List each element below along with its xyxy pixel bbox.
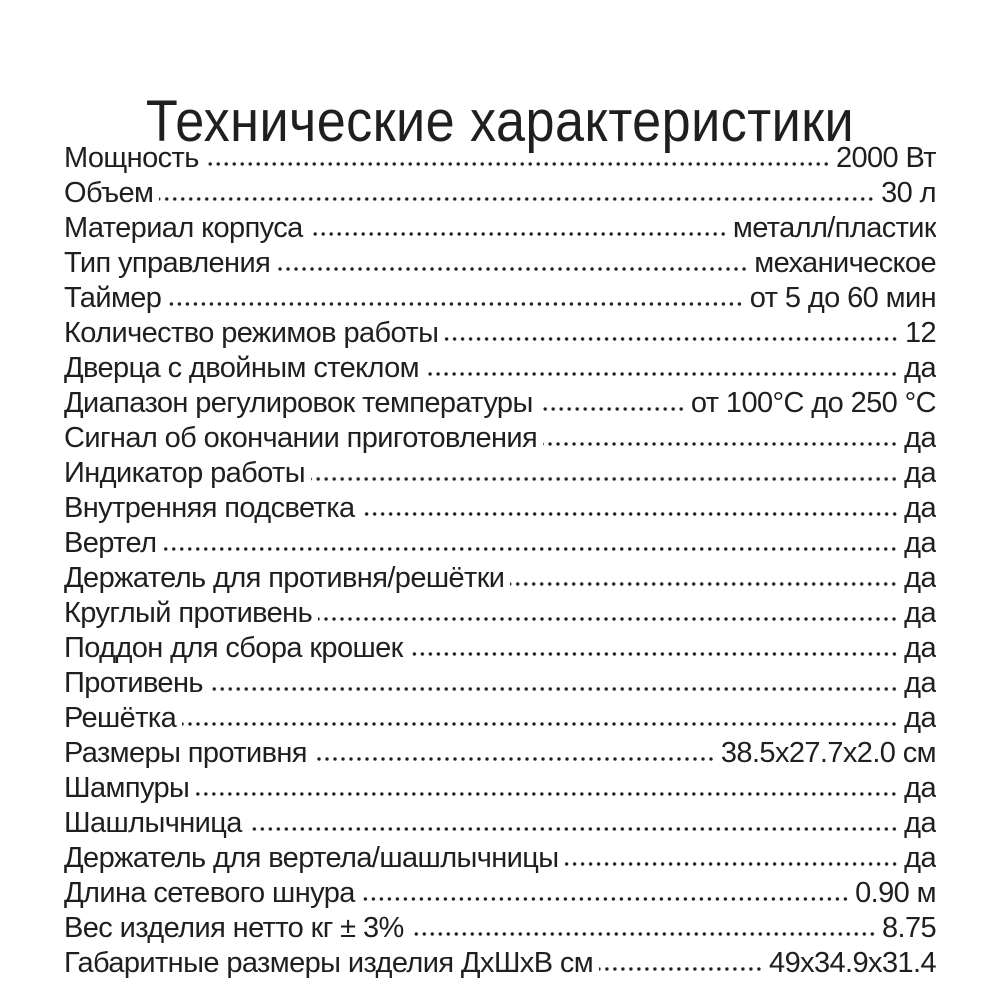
spec-value: 30 л bbox=[881, 177, 936, 209]
page-title: Технические характеристики bbox=[145, 88, 855, 154]
dot-leader bbox=[182, 721, 898, 727]
spec-value: да bbox=[904, 352, 936, 384]
dot-leader bbox=[209, 686, 898, 692]
spec-row bbox=[64, 806, 936, 841]
spec-label: Индикатор работы bbox=[64, 457, 305, 489]
dot-leader bbox=[361, 896, 849, 902]
spec-row bbox=[64, 946, 936, 981]
spec-row bbox=[64, 736, 936, 771]
spec-label: Таймер bbox=[64, 282, 162, 314]
spec-value: да bbox=[904, 842, 936, 874]
spec-label: Держатель для вертела/шашлычницы bbox=[64, 842, 559, 874]
spec-value: 38.5х27.7х2.0 см bbox=[720, 737, 936, 769]
dot-leader bbox=[248, 826, 898, 832]
spec-label: Размеры противня bbox=[64, 737, 307, 769]
dot-leader bbox=[444, 336, 899, 342]
spec-value: да bbox=[904, 597, 936, 629]
spec-label: Количество режимов работы bbox=[64, 317, 439, 349]
spec-row bbox=[64, 456, 936, 491]
dot-leader bbox=[565, 861, 899, 867]
spec-value: да bbox=[904, 772, 936, 804]
spec-row bbox=[64, 491, 936, 526]
spec-label: Объем bbox=[64, 177, 154, 209]
spec-value: да bbox=[904, 492, 936, 524]
dot-leader bbox=[313, 756, 715, 762]
dot-leader bbox=[311, 476, 898, 482]
spec-value: от 100°С до 250 °С bbox=[690, 387, 936, 419]
spec-value: 2000 Вт bbox=[835, 142, 936, 174]
spec-row bbox=[64, 701, 936, 736]
spec-row bbox=[64, 841, 936, 876]
spec-row bbox=[64, 911, 936, 946]
spec-label: Внутренняя подсветка bbox=[64, 492, 355, 524]
spec-value: да bbox=[904, 667, 936, 699]
spec-row bbox=[64, 316, 936, 351]
spec-value: механическое bbox=[754, 247, 936, 279]
spec-row bbox=[64, 246, 936, 281]
spec-row bbox=[64, 771, 936, 806]
spec-value: 0.90 м bbox=[855, 877, 936, 909]
spec-row bbox=[64, 281, 936, 316]
spec-value: металл/пластик bbox=[732, 212, 936, 244]
spec-label: Тип управления bbox=[64, 247, 271, 279]
spec-label: Решётка bbox=[64, 702, 177, 734]
dot-leader bbox=[195, 791, 898, 797]
spec-label: Сигнал об окончании приготовления bbox=[64, 422, 538, 454]
spec-value: 8.75 bbox=[881, 912, 936, 944]
spec-row bbox=[64, 176, 936, 211]
spec-row bbox=[64, 526, 936, 561]
spec-row bbox=[64, 596, 936, 631]
spec-row bbox=[64, 141, 936, 176]
dot-leader bbox=[162, 546, 898, 552]
dot-leader bbox=[159, 196, 875, 202]
spec-label: Вес изделия нетто кг ± 3% bbox=[64, 912, 404, 944]
dot-leader bbox=[167, 301, 743, 307]
spec-value: да bbox=[904, 632, 936, 664]
dot-leader bbox=[309, 231, 727, 237]
spec-row bbox=[64, 351, 936, 386]
spec-value: от 5 до 60 мин bbox=[749, 282, 936, 314]
spec-row bbox=[64, 631, 936, 666]
spec-value: да bbox=[904, 457, 936, 489]
spec-label: Держатель для противня/решётки bbox=[64, 562, 505, 594]
spec-list bbox=[64, 141, 936, 981]
spec-value: да bbox=[904, 807, 936, 839]
spec-value: да bbox=[904, 702, 936, 734]
dot-leader bbox=[409, 651, 898, 657]
dot-leader bbox=[539, 406, 685, 412]
spec-row bbox=[64, 876, 936, 911]
spec-row bbox=[64, 386, 936, 421]
spec-label: Мощность bbox=[64, 142, 199, 174]
dot-leader bbox=[425, 371, 898, 377]
spec-label: Шашлычница bbox=[64, 807, 242, 839]
spec-label: Шампуры bbox=[64, 772, 190, 804]
spec-label: Поддон для сбора крошек bbox=[64, 632, 403, 664]
spec-label: Вертел bbox=[64, 527, 157, 559]
dot-leader bbox=[599, 966, 763, 972]
dot-leader bbox=[410, 931, 876, 937]
dot-leader bbox=[543, 441, 898, 447]
spec-label: Дверца с двойным стеклом bbox=[64, 352, 420, 384]
spec-value: да bbox=[904, 562, 936, 594]
spec-value: 49х34.9х31.4 bbox=[769, 947, 936, 979]
spec-label: Диапазон регулировок температуры bbox=[64, 387, 533, 419]
spec-label: Материал корпуса bbox=[64, 212, 303, 244]
spec-value: да bbox=[904, 422, 936, 454]
dot-leader bbox=[361, 511, 899, 517]
spec-row bbox=[64, 211, 936, 246]
spec-label: Длина сетевого шнура bbox=[64, 877, 355, 909]
dot-leader bbox=[205, 161, 830, 167]
spec-row bbox=[64, 666, 936, 701]
spec-value: да bbox=[904, 527, 936, 559]
spec-value: 12 bbox=[904, 317, 936, 349]
dot-leader bbox=[510, 581, 898, 587]
spec-label: Противень bbox=[64, 667, 203, 699]
spec-row bbox=[64, 421, 936, 456]
spec-row bbox=[64, 561, 936, 596]
dot-leader bbox=[318, 616, 898, 622]
spec-label: Габаритные размеры изделия ДхШхВ см bbox=[64, 947, 594, 979]
dot-leader bbox=[276, 266, 748, 272]
spec-label: Круглый противень bbox=[64, 597, 313, 629]
